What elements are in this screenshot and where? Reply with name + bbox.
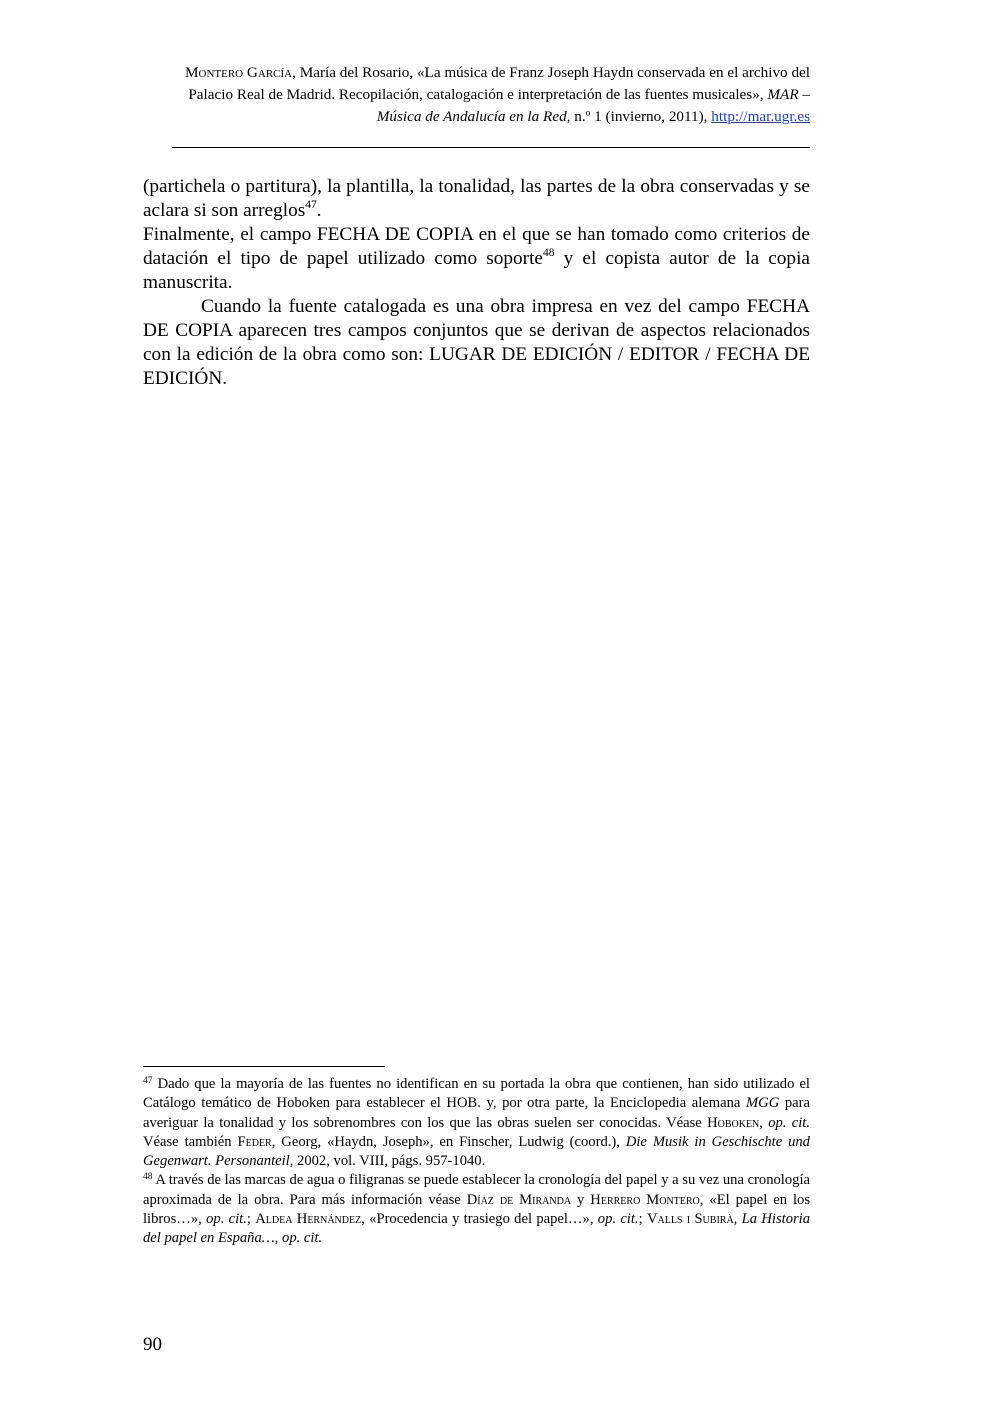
footnote-47 bbox=[143, 1075, 810, 1171]
footnote-author: Herrero Montero bbox=[590, 1191, 700, 1208]
footnote-text: A través de las marcas de agua o filigranas se puede establecer la cronología del papel y a su vez una cronología aproximada de la obra. Para más información véase bbox=[143, 1172, 810, 1208]
footnote-text: Dado que la mayoría de las fuentes no identifican en su portada la obra que contienen, han sido utilizado el Catálogo temático de Hoboken para establecer el HOB. y, por otra parte, la Enciclopedia alemana bbox=[143, 1076, 810, 1112]
footnote-48 bbox=[143, 1171, 810, 1248]
main-text bbox=[143, 175, 810, 391]
footnote-author: Aldea Hernández bbox=[255, 1211, 362, 1228]
footnote-number-48: 48 bbox=[143, 1172, 153, 1183]
footnotes bbox=[143, 1075, 810, 1249]
footnote-text: Véase también bbox=[143, 1133, 238, 1150]
paragraph-2-text-end: y el copista autor de la copia manuscrita. bbox=[143, 248, 810, 293]
footnote-text: , Georg, «Haydn, Joseph», en Finscher, Ludwig (coord.), bbox=[271, 1133, 626, 1150]
footnote-ref-47[interactable]: 47 bbox=[305, 197, 317, 211]
footnote-text: , bbox=[733, 1211, 742, 1228]
paragraph-2-text: Finalmente, el campo FECHA DE COPIA en el que se han tomado como criterios de datación el tipo de papel utilizado como soporte bbox=[143, 224, 810, 269]
footnote-text: , bbox=[759, 1114, 769, 1131]
header-divider bbox=[172, 147, 810, 148]
header-url-link[interactable]: http://mar.ugr.es bbox=[711, 108, 810, 125]
footnote-text: y bbox=[571, 1191, 591, 1208]
footnote-italic: op. cit. bbox=[282, 1230, 323, 1247]
footnote-italic: op. cit. bbox=[206, 1211, 247, 1228]
paragraph-1 bbox=[143, 175, 810, 223]
footnote-italic: La Historia del papel en España… bbox=[143, 1211, 811, 1247]
footnote-text: , «El papel en los libros…», bbox=[143, 1191, 811, 1228]
header-journal: MAR – Música de Andalucía en la Red bbox=[376, 86, 810, 125]
footnote-text: para averiguar la tonalidad y los sobrenombres con los que las obras suelen ser conocidas. Véase bbox=[143, 1095, 810, 1131]
footnote-author: Valls i Subirà bbox=[646, 1211, 734, 1228]
running-header bbox=[143, 62, 810, 128]
footnote-author: Feder bbox=[237, 1133, 272, 1150]
footnote-text: , «Procedencia y trasiego del papel…», bbox=[361, 1211, 598, 1228]
paragraph-3: Cuando la fuente catalogada es una obra impresa en vez del campo FECHA DE COPIA aparecen tres campos conjuntos que se derivan de aspectos relacionados con la edición de la obra como son: LUGAR DE EDICIÓN / EDITOR / FECHA DE EDICIÓN. bbox=[143, 296, 810, 389]
footnote-author: Díaz de Miranda bbox=[466, 1191, 572, 1208]
paragraph-1-end: . bbox=[316, 200, 322, 221]
footnote-number-47: 47 bbox=[143, 1075, 153, 1086]
footnote-italic: MGG bbox=[746, 1095, 780, 1112]
page-number: 90 bbox=[143, 1334, 162, 1355]
footnote-italic: op. cit. bbox=[768, 1114, 810, 1131]
footnote-text: , bbox=[274, 1230, 283, 1247]
paragraph-2 bbox=[143, 223, 810, 295]
header-citation: , María del Rosario, «La música de Franz Joseph Haydn conservada en el archivo del Palacio Real de Madrid. Recopilación, catalogación e interpretación de las fuentes musicales», bbox=[188, 64, 810, 103]
footnote-ref-48[interactable]: 48 bbox=[543, 245, 555, 259]
footnote-text: ; bbox=[638, 1211, 647, 1228]
footnote-author: Hoboken bbox=[707, 1114, 760, 1131]
footnote-italic: op. cit. bbox=[597, 1211, 639, 1228]
footnote-text: , 2002, vol. VIII, págs. 957-1040. bbox=[289, 1153, 486, 1170]
header-issue: , n.º 1 (invierno, 2011), bbox=[566, 108, 712, 125]
footnote-divider bbox=[143, 1066, 385, 1067]
footnote-italic: Die Musik in Geschischte und Gegenwart. Personanteil bbox=[143, 1133, 810, 1170]
footnote-text: ; bbox=[246, 1211, 256, 1228]
paragraph-1-text: (partichela o partitura), la plantilla, la tonalidad, las partes de la obra conservadas y se aclara si son arreglos bbox=[143, 176, 810, 221]
header-author: Montero García bbox=[185, 64, 293, 81]
